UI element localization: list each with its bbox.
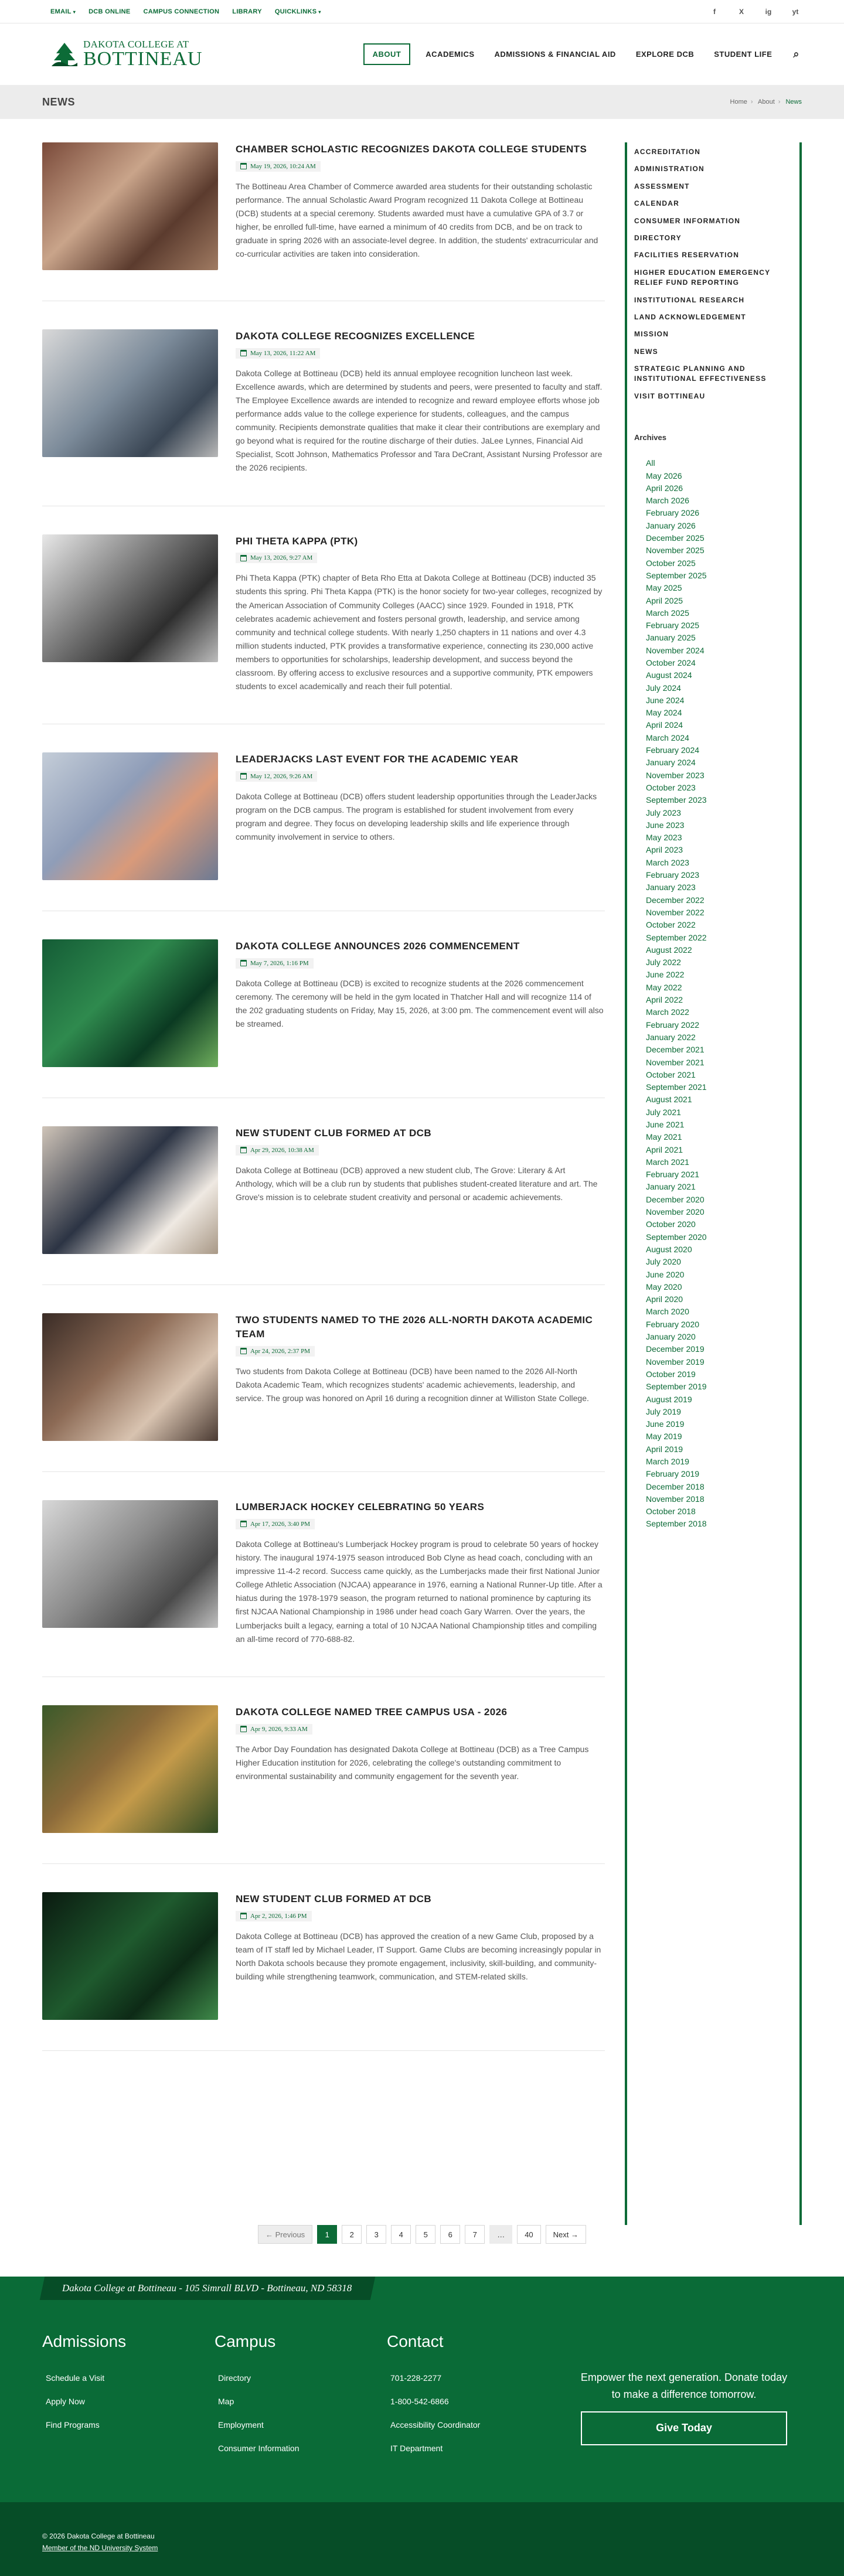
utility-links bbox=[50, 8, 321, 15]
main-content bbox=[0, 119, 844, 2225]
footer-link-apply-now[interactable]: Apply Now bbox=[46, 2397, 85, 2406]
calendar-icon bbox=[240, 1348, 247, 1354]
article-title[interactable]: PHI THETA KAPPA (PTK) bbox=[236, 535, 358, 547]
archive-link-may-2026[interactable]: May 2026 bbox=[646, 471, 682, 481]
article-title[interactable]: DAKOTA COLLEGE ANNOUNCES 2026 COMMENCEMENT bbox=[236, 941, 520, 952]
utility-link-campus-connection[interactable] bbox=[144, 8, 220, 15]
archive-link-july-2023[interactable]: July 2023 bbox=[646, 807, 681, 817]
article-title[interactable]: LEADERJACKS LAST EVENT FOR THE ACADEMIC YEAR bbox=[236, 754, 519, 765]
archive-link-february-2025[interactable]: February 2025 bbox=[646, 621, 700, 631]
footer-links bbox=[42, 2366, 215, 2437]
page-button-2[interactable]: 2 bbox=[342, 2225, 362, 2244]
page-button-40[interactable]: 40 bbox=[517, 2225, 540, 2244]
article-date-text: May 13, 2026, 9:27 AM bbox=[250, 554, 313, 562]
footer-column-title: Admissions bbox=[42, 2332, 127, 2350]
footer-address: Dakota College at Bottineau - 105 Simrall BLVD - Bottineau, ND 58318 bbox=[62, 2282, 352, 2294]
archive-link-november-2020[interactable]: November 2020 bbox=[646, 1207, 705, 1217]
chevron-down-icon: ▾ bbox=[318, 9, 321, 15]
footer-bottom bbox=[0, 2502, 844, 2576]
utility-link-dcb-online[interactable] bbox=[89, 8, 130, 15]
chevron-down-icon: ▾ bbox=[73, 9, 76, 15]
search-icon[interactable]: ⌕ bbox=[793, 48, 799, 60]
article-title[interactable]: LUMBERJACK HOCKEY CELEBRATING 50 YEARS bbox=[236, 1501, 485, 1513]
archives-title: Archives bbox=[634, 433, 666, 442]
article-body bbox=[236, 329, 605, 475]
article-date bbox=[236, 771, 317, 782]
article-date-text: May 13, 2026, 11:22 AM bbox=[250, 349, 316, 357]
article-body bbox=[236, 1500, 605, 1646]
archive-link-june-2023[interactable]: June 2023 bbox=[646, 820, 685, 830]
utility-link-quicklinks[interactable] bbox=[275, 8, 321, 15]
archive-link-january-2024[interactable]: January 2024 bbox=[646, 758, 696, 768]
article-summary: Dakota College at Bottineau (DCB) is excited to recognize students at the 2026 commencement ceremony. The ceremony will be held in the gym located in Thatcher Hall and will recognize 114 of the 202 graduating students on Friday, May 15, 2026, at 3:00 pm. The commencement event will also be streamed. bbox=[236, 978, 604, 1029]
archive-link-october-2022[interactable]: October 2022 bbox=[646, 920, 696, 930]
article-body bbox=[236, 1313, 605, 1441]
page-button-6[interactable]: 6 bbox=[440, 2225, 460, 2244]
archive-link-october-2021[interactable]: October 2021 bbox=[646, 1069, 696, 1079]
news-article bbox=[42, 939, 605, 1098]
archive-link-february-2020[interactable]: February 2020 bbox=[646, 1319, 700, 1329]
archive-link-september-2025[interactable]: September 2025 bbox=[646, 570, 707, 580]
archive-link-april-2023[interactable]: April 2023 bbox=[646, 845, 683, 855]
logo-wordmark bbox=[83, 39, 203, 69]
article-title[interactable]: NEW STUDENT CLUB FORMED AT DCB bbox=[236, 1127, 432, 1139]
archive-link-august-2021[interactable]: August 2021 bbox=[646, 1095, 692, 1105]
page-button-4[interactable]: 4 bbox=[391, 2225, 411, 2244]
article-image[interactable] bbox=[42, 1500, 218, 1628]
archive-link-june-2024[interactable]: June 2024 bbox=[646, 695, 685, 705]
page-button-5[interactable]: 5 bbox=[416, 2225, 435, 2244]
archive-link-august-2024[interactable]: August 2024 bbox=[646, 670, 692, 680]
article-date-text: Apr 9, 2026, 9:33 AM bbox=[250, 1725, 308, 1733]
archive-link-december-2020[interactable]: December 2020 bbox=[646, 1194, 705, 1204]
article-title[interactable]: CHAMBER SCHOLASTIC RECOGNIZES DAKOTA COLLEGE STUDENTS bbox=[236, 144, 587, 155]
footer-link-find-programs[interactable]: Find Programs bbox=[46, 2420, 100, 2430]
article-date bbox=[236, 1145, 319, 1156]
archive-link-may-2025[interactable]: May 2025 bbox=[646, 583, 682, 593]
archive-link-november-2022[interactable]: November 2022 bbox=[646, 907, 705, 917]
calendar-icon bbox=[240, 773, 247, 779]
article-title[interactable]: DAKOTA COLLEGE RECOGNIZES EXCELLENCE bbox=[236, 330, 475, 342]
article-image[interactable] bbox=[42, 1892, 218, 2020]
archive-link-march-2026[interactable]: March 2026 bbox=[646, 496, 689, 506]
archive-link-february-2022[interactable]: February 2022 bbox=[646, 1020, 700, 1030]
sidebar-item-facilities-reservation[interactable]: FACILITIES RESERVATION bbox=[634, 251, 740, 260]
news-article bbox=[42, 1126, 605, 1285]
article-image[interactable] bbox=[42, 1126, 218, 1254]
archive-link-june-2020[interactable]: June 2020 bbox=[646, 1269, 685, 1279]
footer-column-title: Contact bbox=[387, 2332, 444, 2350]
sidebar-item-mission[interactable]: MISSION bbox=[634, 330, 669, 339]
page-title-bar bbox=[0, 85, 844, 119]
article-summary: The Bottineau Area Chamber of Commerce awarded area students for their outstanding scholastic performance. The annual Scholastic Award Program recognized 11 Dakota College at Bottineau (DCB) students at a special ceremony. Students awarded must have a cumulative GPA of 3.7 or higher, be enrolled full-time, have earned a minimum of 40 credits from DCB, and be on track to graduate in spring 2026 with an associate-level degree. In addition, the students' extracurricular and co-curricular activities are taken into consideration. bbox=[236, 181, 598, 259]
archives-list bbox=[634, 457, 799, 1531]
breadcrumb-current: News bbox=[785, 98, 802, 105]
utility-link-label: EMAIL bbox=[50, 8, 72, 15]
article-date bbox=[236, 958, 314, 969]
archive-link-january-2020[interactable]: January 2020 bbox=[646, 1332, 696, 1342]
archive-link-september-2020[interactable]: September 2020 bbox=[646, 1232, 707, 1242]
article-image[interactable] bbox=[42, 142, 218, 270]
footer-link-schedule-a-visit[interactable]: Schedule a Visit bbox=[46, 2373, 105, 2383]
footer-columns bbox=[42, 2332, 559, 2460]
article-date-text: May 19, 2026, 10:24 AM bbox=[250, 162, 316, 170]
footer-column-campus bbox=[215, 2332, 387, 2460]
utility-link-label: DCB ONLINE bbox=[89, 8, 131, 15]
footer-link-it-department[interactable]: IT Department bbox=[390, 2444, 443, 2453]
logo-text-top: DAKOTA COLLEGE AT bbox=[83, 39, 189, 50]
archive-link-october-2023[interactable]: October 2023 bbox=[646, 782, 696, 792]
facebook-icon[interactable]: f bbox=[713, 7, 716, 16]
news-article bbox=[42, 1313, 605, 1472]
archive-link-may-2024[interactable]: May 2024 bbox=[646, 708, 682, 718]
previous-page-button[interactable]: ← Previous bbox=[258, 2225, 312, 2244]
donate-cta bbox=[576, 2369, 792, 2445]
archive-link-all[interactable]: All bbox=[646, 458, 655, 468]
article-summary: The Arbor Day Foundation has designated Dakota College at Bottineau (DCB) as a Tree Campus Higher Education institution for 2026, celebrating the college's outstanding commitment to environmental sustainability and community engagement for the seventh year. bbox=[236, 1744, 589, 1781]
breadcrumb-home[interactable]: Home bbox=[730, 98, 747, 105]
footer-link-directory[interactable]: Directory bbox=[218, 2373, 251, 2383]
article-title[interactable]: NEW STUDENT CLUB FORMED AT DCB bbox=[236, 1893, 432, 1904]
archive-link-march-2019[interactable]: March 2019 bbox=[646, 1457, 689, 1466]
news-article bbox=[42, 142, 605, 301]
footer-column-title: Campus bbox=[215, 2332, 276, 2350]
sidebar-item-land-acknowledgement[interactable]: LAND ACKNOWLEDGEMENT bbox=[634, 312, 746, 321]
article-title[interactable]: TWO STUDENTS NAMED TO THE 2026 ALL-NORTH DAKOTA ACADEMIC TEAM bbox=[236, 1314, 593, 1340]
calendar-icon bbox=[240, 960, 247, 966]
archive-link-january-2026[interactable]: January 2026 bbox=[646, 520, 696, 530]
archive-link-march-2022[interactable]: March 2022 bbox=[646, 1007, 689, 1017]
utility-link-library[interactable] bbox=[232, 8, 262, 15]
page-button-3[interactable]: 3 bbox=[366, 2225, 386, 2244]
archive-link-june-2021[interactable]: June 2021 bbox=[646, 1119, 685, 1129]
footer-address-tab bbox=[40, 2277, 376, 2300]
archive-link-october-2025[interactable]: October 2025 bbox=[646, 558, 696, 568]
archive-link-june-2022[interactable]: June 2022 bbox=[646, 970, 685, 980]
article-body bbox=[236, 534, 605, 694]
donate-text: Empower the next generation. Donate today to make a difference tomorrow. bbox=[580, 2371, 788, 2400]
instagram-icon[interactable]: ig bbox=[765, 7, 772, 16]
calendar-icon bbox=[240, 555, 247, 561]
archive-link-april-2020[interactable]: April 2020 bbox=[646, 1294, 683, 1304]
site-footer bbox=[0, 2277, 844, 2502]
article-image[interactable] bbox=[42, 329, 218, 457]
archive-link-may-2021[interactable]: May 2021 bbox=[646, 1132, 682, 1142]
footer-link-map[interactable]: Map bbox=[218, 2397, 234, 2406]
archive-link-april-2019[interactable]: April 2019 bbox=[646, 1444, 683, 1454]
article-date bbox=[236, 1346, 315, 1357]
sidebar-item-calendar[interactable]: CALENDAR bbox=[634, 199, 679, 208]
sidebar-item-visit-bottineau[interactable]: VISIT BOTTINEAU bbox=[634, 391, 706, 400]
archive-link-july-2020[interactable]: July 2020 bbox=[646, 1257, 681, 1267]
archive-link-april-2026[interactable]: April 2026 bbox=[646, 483, 683, 493]
pagination-ellipsis: … bbox=[489, 2225, 512, 2244]
site-header bbox=[0, 23, 844, 85]
news-article bbox=[42, 1892, 605, 2051]
archive-link-december-2019[interactable]: December 2019 bbox=[646, 1344, 705, 1354]
article-summary: Dakota College at Bottineau (DCB) has approved the creation of a new Game Club, proposed by a team of IT staff led by Michael Leader, IT Support. Game Clubs are becoming increasingly popular in North Dakota schools because they promote engagement, inclusivity, skill-building, and community-building while strengthening teamwork, communication, and STEM-related skills. bbox=[236, 1931, 601, 1981]
utility-link-label: CAMPUS CONNECTION bbox=[143, 8, 220, 15]
archive-link-may-2020[interactable]: May 2020 bbox=[646, 1282, 682, 1292]
article-date bbox=[236, 1724, 312, 1735]
archive-link-september-2018[interactable]: September 2018 bbox=[646, 1519, 707, 1529]
archive-link-april-2021[interactable]: April 2021 bbox=[646, 1144, 683, 1154]
tree-logo-icon bbox=[50, 42, 79, 67]
archive-link-november-2019[interactable]: November 2019 bbox=[646, 1357, 705, 1367]
article-date-text: Apr 29, 2026, 10:38 AM bbox=[250, 1146, 314, 1154]
archive-link-january-2025[interactable]: January 2025 bbox=[646, 633, 696, 643]
calendar-icon bbox=[240, 350, 247, 356]
news-article bbox=[42, 752, 605, 911]
archive-link-january-2021[interactable]: January 2021 bbox=[646, 1182, 696, 1192]
news-list bbox=[42, 142, 605, 2225]
social-links bbox=[708, 5, 802, 18]
archive-link-july-2021[interactable]: July 2021 bbox=[646, 1107, 681, 1117]
article-image[interactable] bbox=[42, 534, 218, 662]
nav-about[interactable]: ABOUT bbox=[363, 43, 411, 65]
archive-link-september-2023[interactable]: September 2023 bbox=[646, 795, 707, 805]
archive-link-september-2022[interactable]: September 2022 bbox=[646, 932, 707, 942]
nav-student-life[interactable]: STUDENT LIFE bbox=[714, 50, 772, 59]
archive-link-march-2024[interactable]: March 2024 bbox=[646, 732, 689, 742]
sidebar-item-higher-education-emergency-relief-fund-reporting[interactable]: HIGHER EDUCATION EMERGENCY RELIEF FUND REPORTING bbox=[634, 268, 771, 287]
copyright: © 2026 Dakota College at Bottineau bbox=[42, 2532, 155, 2540]
news-article bbox=[42, 1705, 605, 1864]
utility-link-email[interactable] bbox=[50, 8, 76, 15]
archive-link-april-2025[interactable]: April 2025 bbox=[646, 595, 683, 605]
main-nav bbox=[363, 43, 799, 65]
calendar-icon bbox=[240, 1521, 247, 1527]
sidebar-item-institutional-research[interactable]: INSTITUTIONAL RESEARCH bbox=[634, 295, 745, 304]
archive-link-november-2018[interactable]: November 2018 bbox=[646, 1494, 705, 1504]
article-date-text: May 7, 2026, 1:16 PM bbox=[250, 959, 309, 967]
archive-link-may-2019[interactable]: May 2019 bbox=[646, 1432, 682, 1442]
archive-link-february-2024[interactable]: February 2024 bbox=[646, 745, 700, 755]
article-image[interactable] bbox=[42, 752, 218, 880]
pagination bbox=[0, 2225, 844, 2244]
archive-link-december-2022[interactable]: December 2022 bbox=[646, 895, 705, 905]
article-date bbox=[236, 1911, 312, 1921]
calendar-icon bbox=[240, 1147, 247, 1153]
archive-link-october-2019[interactable]: October 2019 bbox=[646, 1369, 696, 1379]
footer-column-admissions bbox=[42, 2332, 215, 2460]
nd-university-system-link[interactable]: Member of the ND University System bbox=[42, 2544, 158, 2553]
archive-link-september-2021[interactable]: September 2021 bbox=[646, 1082, 707, 1092]
article-body bbox=[236, 1126, 605, 1254]
archive-link-june-2019[interactable]: June 2019 bbox=[646, 1419, 685, 1429]
article-summary: Dakota College at Bottineau (DCB) held its annual employee recognition luncheon last week. Excellence awards, which are determined by students and peers, were presented to faculty and staff. The Employee Excellence awards are intended to recognize and reward employee efforts whose job performance adds value to the college experience for students, colleagues, and the campus community. Recipients demonstrate qualities that make it clear their contributions are exemplary and go beyond what is required for the routine discharge of their duties. JaLee Lynnes, Financial Aid Specialist, Scott Johnson, Mathematics Professor and Tara DeCrant, Assistant Nursing Professor are the 2026 recipients. bbox=[236, 368, 603, 473]
footer-link-employment[interactable]: Employment bbox=[218, 2420, 264, 2430]
article-date bbox=[236, 553, 317, 563]
footer-link-1-800-542-6866[interactable]: 1-800-542-6866 bbox=[390, 2397, 449, 2406]
archive-link-february-2019[interactable]: February 2019 bbox=[646, 1469, 700, 1479]
archive-link-july-2019[interactable]: July 2019 bbox=[646, 1406, 681, 1416]
archive-link-december-2018[interactable]: December 2018 bbox=[646, 1481, 705, 1491]
article-image[interactable] bbox=[42, 939, 218, 1067]
article-summary: Two students from Dakota College at Bottineau (DCB) have been named to the 2026 All-North Dakota Academic Team, which recognizes students' academic achievements, leadership, and service. The group was honored on April 16 during a recognition dinner at Williston State College. bbox=[236, 1366, 589, 1403]
sidebar-item-administration[interactable]: ADMINISTRATION bbox=[634, 165, 705, 173]
archive-link-september-2019[interactable]: September 2019 bbox=[646, 1382, 707, 1392]
archive-link-october-2020[interactable]: October 2020 bbox=[646, 1219, 696, 1229]
article-image[interactable] bbox=[42, 1705, 218, 1833]
article-title[interactable]: DAKOTA COLLEGE NAMED TREE CAMPUS USA - 2026 bbox=[236, 1706, 508, 1718]
sidebar-nav bbox=[634, 144, 799, 405]
archive-link-november-2024[interactable]: November 2024 bbox=[646, 645, 705, 655]
page-button-7[interactable]: 7 bbox=[465, 2225, 485, 2244]
archive-link-november-2025[interactable]: November 2025 bbox=[646, 546, 705, 556]
sidebar-item-accreditation[interactable]: ACCREDITATION bbox=[634, 148, 701, 156]
archive-link-august-2019[interactable]: August 2019 bbox=[646, 1394, 692, 1404]
article-body bbox=[236, 1892, 605, 2020]
footer-column-contact bbox=[387, 2332, 559, 2460]
archive-link-february-2023[interactable]: February 2023 bbox=[646, 870, 700, 880]
page-title: NEWS bbox=[42, 96, 75, 108]
archive-link-august-2020[interactable]: August 2020 bbox=[646, 1244, 692, 1254]
article-date bbox=[236, 161, 321, 172]
news-article bbox=[42, 329, 605, 506]
archive-link-november-2021[interactable]: November 2021 bbox=[646, 1057, 705, 1067]
archive-link-march-2020[interactable]: March 2020 bbox=[646, 1307, 689, 1317]
breadcrumb-about[interactable]: About bbox=[758, 98, 775, 105]
sidebar-item-directory[interactable]: DIRECTORY bbox=[634, 233, 682, 242]
archive-link-january-2022[interactable]: January 2022 bbox=[646, 1032, 696, 1042]
article-date bbox=[236, 348, 320, 359]
x-twitter-icon[interactable]: X bbox=[738, 7, 744, 16]
article-date bbox=[236, 1519, 315, 1529]
utility-link-label: LIBRARY bbox=[232, 8, 262, 15]
article-summary: Dakota College at Bottineau (DCB) offers student leadership opportunities through the LeaderJacks program on the DCB campus. The program is established for student involvement from every program and degree. They focus on developing leadership skills and life experience through community involvement in service to others. bbox=[236, 791, 597, 842]
article-body bbox=[236, 939, 605, 1067]
archive-link-december-2025[interactable]: December 2025 bbox=[646, 533, 705, 543]
nav-academics[interactable]: ACADEMICS bbox=[426, 50, 475, 59]
give-today-button[interactable]: Give Today bbox=[581, 2411, 787, 2445]
article-summary: Dakota College at Bottineau's Lumberjack Hockey program is proud to celebrate 50 years of hockey history. The inaugural 1974-1975 season introduced Bob Clyne as head coach, concluding with an impressive 11-4-2 record. Success came quickly, as the Lumberjacks made their first National Junior College Athletic Association (NJCAA) appearance in 1976, earning a National Runner-Up title. After a hiatus during the 1978-1979 season, the program returned to national prominence by capturing its first NJCAA National Championship in 1986 under head coach Gary Warren. Over the years, the Lumberjacks built a legacy, earning a total of 10 NJCAA National Championship titles and compiling an all-time record of 770-688-82. bbox=[236, 1539, 603, 1644]
footer-links bbox=[387, 2366, 559, 2460]
nav-admissions[interactable]: ADMISSIONS & FINANCIAL AID bbox=[494, 50, 616, 59]
nav-explore[interactable]: EXPLORE DCB bbox=[635, 50, 695, 59]
youtube-icon[interactable]: yt bbox=[792, 7, 799, 16]
calendar-icon bbox=[240, 1726, 247, 1732]
sidebar-item-assessment[interactable]: ASSESSMENT bbox=[634, 182, 690, 190]
archive-link-august-2022[interactable]: August 2022 bbox=[646, 945, 692, 955]
archive-link-march-2023[interactable]: March 2023 bbox=[646, 857, 689, 867]
sidebar-item-strategic-planning-and-institutional-effectiveness[interactable]: STRATEGIC PLANNING AND INSTITUTIONAL EFFECTIVENESS bbox=[634, 364, 767, 383]
archive-link-january-2023[interactable]: January 2023 bbox=[646, 882, 696, 892]
footer-link-701-228-2277[interactable]: 701-228-2277 bbox=[390, 2373, 442, 2383]
article-date-text: Apr 17, 2026, 3:40 PM bbox=[250, 1520, 311, 1528]
calendar-icon bbox=[240, 163, 247, 169]
footer-link-consumer-information[interactable]: Consumer Information bbox=[218, 2444, 300, 2453]
archive-link-may-2022[interactable]: May 2022 bbox=[646, 982, 682, 992]
page-button-1[interactable]: 1 bbox=[317, 2225, 337, 2244]
logo-text-bottom: BOTTINEAU bbox=[83, 48, 203, 70]
archive-link-april-2022[interactable]: April 2022 bbox=[646, 995, 683, 1005]
footer-link-accessibility-coordinator[interactable]: Accessibility Coordinator bbox=[390, 2420, 481, 2430]
calendar-icon bbox=[240, 1913, 247, 1919]
sidebar-item-news[interactable]: NEWS bbox=[634, 347, 658, 356]
sidebar-item-consumer-information[interactable]: CONSUMER INFORMATION bbox=[634, 216, 741, 225]
archive-link-october-2018[interactable]: October 2018 bbox=[646, 1507, 696, 1517]
article-summary: Phi Theta Kappa (PTK) chapter of Beta Rho Etta at Dakota College at Bottineau (DCB) inducted 35 students this spring. Phi Theta Kappa (PTK) is the honor society for two-year colleges, recognized by the American Association of Community Colleges (AACC) since 1929. Founded in 1918, PTK celebrates academic achievement and fosters personal growth, leadership, and service among community and technical college students. With nearly 1,250 chapters in 11 nations and over 4.3 million students inducted, PTK provides a transformative experience, connecting its 230,000 active members to opportunities for scholarships, leadership development, and success beyond the classroom. By offering access to exclusive resources and a supportive community, PTK empowers students to excel academically and reach their full potential. bbox=[236, 573, 603, 691]
utility-link-label: QUICKLINKS bbox=[274, 8, 317, 15]
news-article bbox=[42, 534, 605, 725]
college-logo[interactable] bbox=[50, 39, 203, 69]
archive-link-july-2022[interactable]: July 2022 bbox=[646, 958, 681, 967]
archive-link-february-2026[interactable]: February 2026 bbox=[646, 508, 700, 518]
archive-link-march-2021[interactable]: March 2021 bbox=[646, 1157, 689, 1167]
archive-link-may-2023[interactable]: May 2023 bbox=[646, 833, 682, 843]
top-utility-bar bbox=[0, 0, 844, 23]
archive-link-july-2024[interactable]: July 2024 bbox=[646, 683, 681, 693]
article-date-text: May 12, 2026, 9:26 AM bbox=[250, 772, 313, 780]
footer-links bbox=[215, 2366, 387, 2460]
archive-link-december-2021[interactable]: December 2021 bbox=[646, 1045, 705, 1055]
about-sidebar bbox=[625, 142, 802, 2225]
article-body bbox=[236, 1705, 605, 1833]
article-body bbox=[236, 142, 605, 270]
news-article bbox=[42, 1500, 605, 1677]
article-date-text: Apr 2, 2026, 1:46 PM bbox=[250, 1912, 307, 1920]
article-body bbox=[236, 752, 605, 880]
archive-link-march-2025[interactable]: March 2025 bbox=[646, 608, 689, 618]
archive-link-february-2021[interactable]: February 2021 bbox=[646, 1170, 700, 1180]
archive-link-april-2024[interactable]: April 2024 bbox=[646, 720, 683, 730]
article-image[interactable] bbox=[42, 1313, 218, 1441]
article-date-text: Apr 24, 2026, 2:37 PM bbox=[250, 1347, 311, 1355]
next-page-button[interactable]: Next → bbox=[546, 2225, 586, 2244]
archive-link-november-2023[interactable]: November 2023 bbox=[646, 770, 705, 780]
article-summary: Dakota College at Bottineau (DCB) approved a new student club, The Grove: Literary & Art Anthology, which will be a club run by students that publishes student-created literature and art. The Grove's mission is to celebrate student creativity and personal or academic achievements. bbox=[236, 1165, 598, 1202]
archives-section bbox=[634, 433, 799, 1531]
breadcrumb: Home › About › News bbox=[730, 98, 802, 105]
archive-link-october-2024[interactable]: October 2024 bbox=[646, 658, 696, 667]
